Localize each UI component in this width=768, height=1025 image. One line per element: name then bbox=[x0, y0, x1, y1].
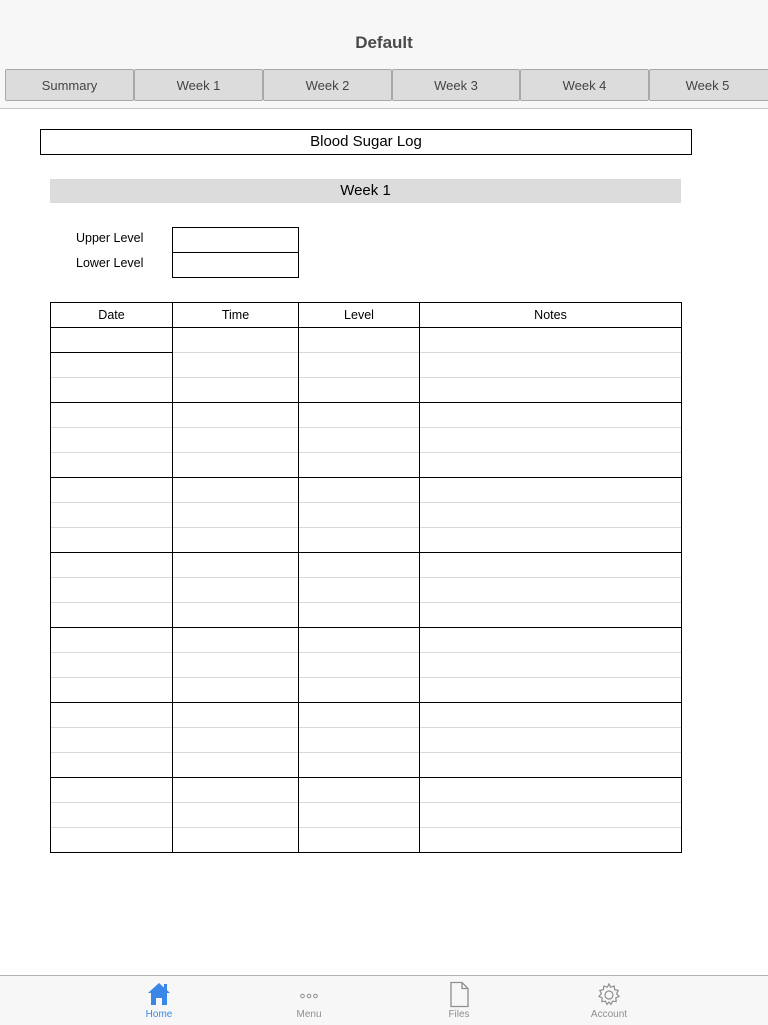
table-row bbox=[51, 378, 682, 403]
time-cell[interactable] bbox=[173, 728, 299, 753]
level-cell[interactable] bbox=[299, 553, 420, 578]
notes-cell[interactable] bbox=[420, 728, 682, 753]
table-row bbox=[51, 653, 682, 678]
table-row bbox=[51, 678, 682, 703]
level-cell[interactable] bbox=[299, 628, 420, 653]
time-cell[interactable] bbox=[173, 553, 299, 578]
time-cell[interactable] bbox=[173, 628, 299, 653]
notes-cell[interactable] bbox=[420, 578, 682, 603]
notes-cell[interactable] bbox=[420, 653, 682, 678]
level-cell[interactable] bbox=[299, 453, 420, 478]
table-row bbox=[51, 803, 682, 828]
log-title: Blood Sugar Log bbox=[40, 129, 692, 155]
notes-cell[interactable] bbox=[420, 353, 682, 378]
time-cell[interactable] bbox=[173, 378, 299, 403]
table-row bbox=[51, 428, 682, 453]
level-cell[interactable] bbox=[299, 328, 420, 353]
level-cell[interactable] bbox=[299, 528, 420, 553]
time-cell[interactable] bbox=[173, 603, 299, 628]
tabbar-item-account[interactable] bbox=[559, 976, 659, 1025]
level-cell[interactable] bbox=[299, 653, 420, 678]
notes-cell[interactable] bbox=[420, 828, 682, 853]
date-cell[interactable] bbox=[51, 453, 173, 478]
notes-cell[interactable] bbox=[420, 453, 682, 478]
file-icon bbox=[445, 980, 473, 1008]
level-cell[interactable] bbox=[299, 428, 420, 453]
time-cell[interactable] bbox=[173, 353, 299, 378]
notes-cell[interactable] bbox=[420, 328, 682, 353]
date-cell[interactable] bbox=[51, 778, 173, 803]
notes-cell[interactable] bbox=[420, 628, 682, 653]
tab-week-5[interactable]: Week 5 bbox=[649, 69, 768, 101]
notes-cell[interactable] bbox=[420, 603, 682, 628]
date-cell[interactable] bbox=[51, 603, 173, 628]
tabbar-label: Files bbox=[448, 1009, 470, 1020]
date-cell[interactable] bbox=[51, 703, 173, 728]
date-cell[interactable] bbox=[51, 353, 173, 378]
date-cell[interactable] bbox=[51, 828, 173, 853]
date-cell[interactable] bbox=[51, 378, 173, 403]
date-cell[interactable] bbox=[51, 403, 173, 428]
level-cell[interactable] bbox=[299, 603, 420, 628]
notes-cell[interactable] bbox=[420, 503, 682, 528]
time-cell[interactable] bbox=[173, 528, 299, 553]
time-cell[interactable] bbox=[173, 503, 299, 528]
table-row bbox=[51, 628, 682, 653]
time-cell[interactable] bbox=[173, 453, 299, 478]
tab-week-2[interactable]: Week 2 bbox=[263, 69, 392, 101]
level-cell[interactable] bbox=[299, 378, 420, 403]
lower-level-label: Lower Level bbox=[76, 256, 144, 270]
date-cell[interactable] bbox=[51, 428, 173, 453]
date-cell[interactable] bbox=[51, 653, 173, 678]
table-row bbox=[51, 553, 682, 578]
level-cell[interactable] bbox=[299, 803, 420, 828]
time-cell[interactable] bbox=[173, 753, 299, 778]
tab-week-4[interactable]: Week 4 bbox=[520, 69, 649, 101]
tab-summary[interactable]: Summary bbox=[5, 69, 134, 101]
table-row bbox=[51, 778, 682, 803]
date-cell[interactable] bbox=[51, 528, 173, 553]
level-column-header: Level bbox=[299, 303, 420, 328]
gear-icon bbox=[595, 980, 623, 1008]
notes-cell[interactable] bbox=[420, 778, 682, 803]
date-cell[interactable] bbox=[51, 678, 173, 703]
tabbar-label: Home bbox=[145, 1009, 173, 1020]
date-cell[interactable] bbox=[51, 578, 173, 603]
sheet-tab-strip bbox=[0, 64, 768, 109]
table-row bbox=[51, 453, 682, 478]
level-cell[interactable] bbox=[299, 678, 420, 703]
lower-level-field[interactable] bbox=[172, 252, 299, 278]
table-header-row bbox=[51, 303, 682, 328]
level-cell[interactable] bbox=[299, 403, 420, 428]
table-row bbox=[51, 728, 682, 753]
upper-level-field[interactable] bbox=[172, 227, 299, 253]
table-row bbox=[51, 703, 682, 728]
tab-week-1[interactable]: Week 1 bbox=[134, 69, 263, 101]
table-row bbox=[51, 353, 682, 378]
table-row bbox=[51, 403, 682, 428]
level-cell[interactable] bbox=[299, 478, 420, 503]
time-cell[interactable] bbox=[173, 828, 299, 853]
date-cell[interactable] bbox=[51, 803, 173, 828]
level-cell[interactable] bbox=[299, 753, 420, 778]
page-title: Default bbox=[355, 33, 413, 52]
log-table-body bbox=[51, 328, 682, 853]
spreadsheet-canvas[interactable] bbox=[0, 109, 768, 975]
notes-cell[interactable] bbox=[420, 378, 682, 403]
time-cell[interactable] bbox=[173, 328, 299, 353]
navigation-bar bbox=[0, 0, 768, 65]
table-row bbox=[51, 578, 682, 603]
log-table bbox=[50, 302, 682, 853]
date-cell[interactable] bbox=[51, 628, 173, 653]
time-cell[interactable] bbox=[173, 778, 299, 803]
table-row bbox=[51, 753, 682, 778]
notes-cell[interactable] bbox=[420, 678, 682, 703]
notes-cell[interactable] bbox=[420, 703, 682, 728]
level-cell[interactable] bbox=[299, 778, 420, 803]
time-cell[interactable] bbox=[173, 578, 299, 603]
notes-cell[interactable] bbox=[420, 403, 682, 428]
notes-column-header: Notes bbox=[420, 303, 682, 328]
table-row bbox=[51, 328, 682, 353]
notes-cell[interactable] bbox=[420, 428, 682, 453]
level-cell[interactable] bbox=[299, 503, 420, 528]
table-row bbox=[51, 528, 682, 553]
level-cell[interactable] bbox=[299, 828, 420, 853]
table-row bbox=[51, 503, 682, 528]
date-column-header: Date bbox=[51, 303, 173, 328]
week-header: Week 1 bbox=[50, 179, 681, 203]
level-cell[interactable] bbox=[299, 353, 420, 378]
tab-bar bbox=[0, 975, 768, 1025]
notes-cell[interactable] bbox=[420, 753, 682, 778]
date-cell[interactable] bbox=[51, 328, 173, 353]
table-row bbox=[51, 828, 682, 853]
level-cell[interactable] bbox=[299, 703, 420, 728]
notes-cell[interactable] bbox=[420, 528, 682, 553]
table-row bbox=[51, 603, 682, 628]
time-cell[interactable] bbox=[173, 653, 299, 678]
date-cell[interactable] bbox=[51, 553, 173, 578]
notes-cell[interactable] bbox=[420, 478, 682, 503]
notes-cell[interactable] bbox=[420, 803, 682, 828]
tabbar-item-home[interactable] bbox=[109, 976, 209, 1025]
time-cell[interactable] bbox=[173, 428, 299, 453]
level-cell[interactable] bbox=[299, 728, 420, 753]
date-cell[interactable] bbox=[51, 753, 173, 778]
upper-level-label: Upper Level bbox=[76, 231, 144, 245]
date-cell[interactable] bbox=[51, 503, 173, 528]
date-cell[interactable] bbox=[51, 478, 173, 503]
home-icon bbox=[145, 980, 173, 1008]
time-cell[interactable] bbox=[173, 803, 299, 828]
tabbar-label: Menu bbox=[296, 1009, 322, 1020]
time-cell[interactable] bbox=[173, 403, 299, 428]
time-column-header: Time bbox=[173, 303, 299, 328]
tab-week-3[interactable]: Week 3 bbox=[392, 69, 520, 101]
time-cell[interactable] bbox=[173, 703, 299, 728]
tabbar-item-files[interactable] bbox=[409, 976, 509, 1025]
date-cell[interactable] bbox=[51, 728, 173, 753]
tabbar-item-menu[interactable] bbox=[259, 976, 359, 1025]
notes-cell[interactable] bbox=[420, 553, 682, 578]
tabbar-label: Account bbox=[590, 1009, 628, 1020]
table-row bbox=[51, 478, 682, 503]
more-dots-icon bbox=[295, 980, 323, 1008]
level-cell[interactable] bbox=[299, 578, 420, 603]
time-cell[interactable] bbox=[173, 478, 299, 503]
time-cell[interactable] bbox=[173, 678, 299, 703]
